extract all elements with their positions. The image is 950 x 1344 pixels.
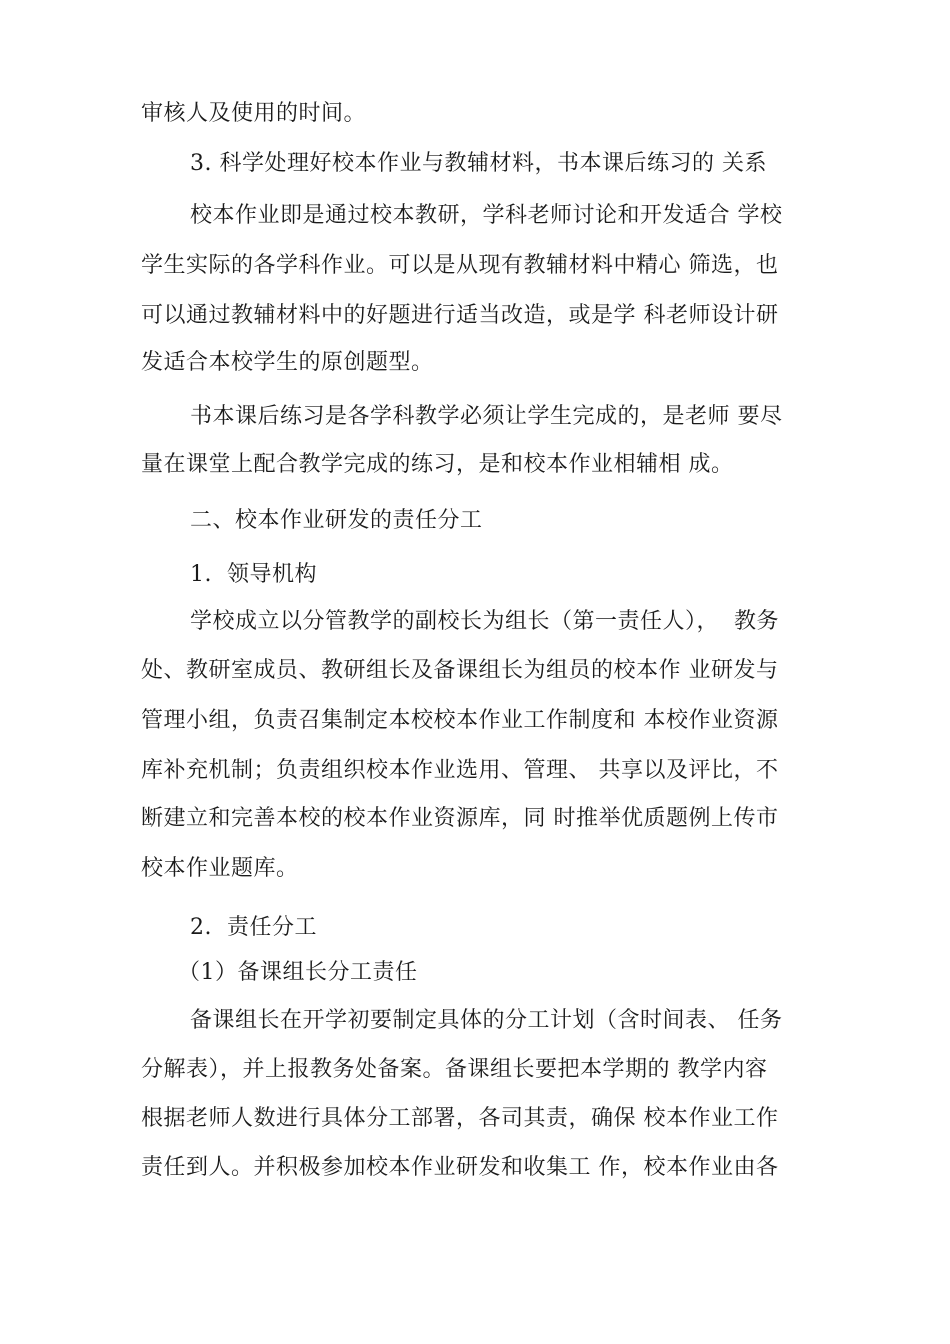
text-line: 学生实际的各学科作业。可以是从现有教辅材料中精心 筛选，也 — [141, 253, 779, 278]
text-line: 库补充机制；负责组织校本作业选用、管理、 共享以及评比，不 — [141, 758, 779, 783]
text-line: 校本作业即是通过校本教研，学科老师讨论和开发适合 学校 — [190, 203, 783, 228]
text-line: 学校成立以分管教学的副校长为组长（第一责任人）， 教务 — [190, 609, 779, 634]
text-line: 校本作业题库。 — [141, 856, 299, 881]
text-line: 备课组长在开学初要制定具体的分工计划（含时间表、 任务 — [190, 1008, 783, 1033]
section-heading: 二、校本作业研发的责任分工 — [190, 508, 483, 533]
text-line: 量在课堂上配合教学完成的练习，是和校本作业相辅相 成。 — [141, 452, 734, 477]
text-line: 审核人及使用的时间。 — [141, 101, 367, 126]
text-line: 发适合本校学生的原创题型。 — [141, 350, 434, 375]
text-line: 书本课后练习是各学科教学必须让学生完成的，是老师 要尽 — [190, 404, 783, 429]
text-line: 根据老师人数进行具体分工部署，各司其责，确保 校本作业工作 — [141, 1106, 779, 1131]
text-line: 处、教研室成员、教研组长及备课组长为组员的校本作 业研发与 — [141, 658, 779, 683]
section-heading: 2. 责任分工 — [190, 915, 317, 940]
subsection-heading: （1）备课组长分工责任 — [178, 960, 418, 985]
section-heading: 1. 领导机构 — [190, 562, 317, 587]
text-line: 责任到人。并积极参加校本作业研发和收集工 作，校本作业由各 — [141, 1155, 779, 1180]
text-line: 分解表），并上报教务处备案。备课组长要把本学期的 教学内容 — [141, 1057, 768, 1082]
text-line: 可以通过教辅材料中的好题进行适当改造，或是学 科老师设计研 — [141, 303, 779, 328]
section-heading: 3. 科学处理好校本作业与教辅材料，书本课后练习的 关系 — [190, 151, 767, 176]
text-line: 断建立和完善本校的校本作业资源库，同 时推举优质题例上传市 — [141, 806, 779, 831]
text-line: 管理小组，负责召集制定本校校本作业工作制度和 本校作业资源 — [141, 708, 779, 733]
